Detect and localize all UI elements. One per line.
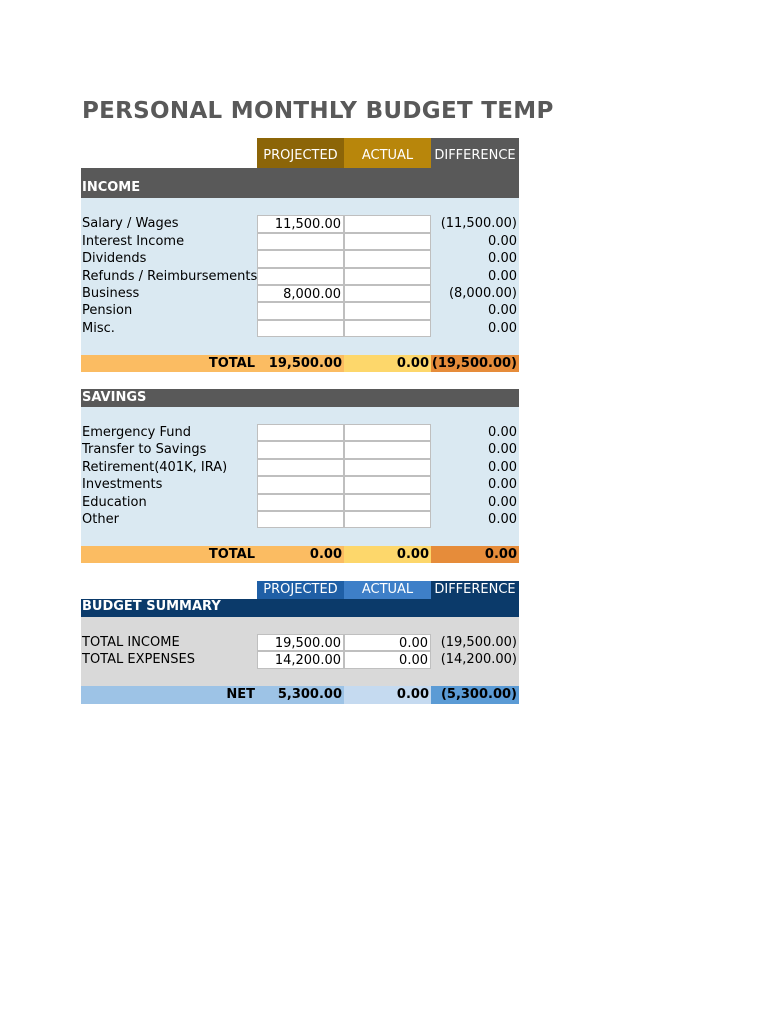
table-row	[81, 320, 519, 337]
table-row	[81, 215, 519, 232]
projected-cell[interactable]	[257, 441, 344, 458]
difference-column-header: DIFFERENCE	[431, 138, 519, 168]
difference-cell: (14,200.00)	[440, 652, 517, 668]
row-label: Refunds / Reimbursements	[82, 268, 258, 284]
table-row	[81, 494, 519, 511]
projected-cell[interactable]: 11,500.00	[257, 215, 344, 232]
row-label: Interest Income	[82, 233, 185, 249]
budget-sheet	[81, 138, 519, 704]
row-label: Salary / Wages	[82, 216, 179, 232]
actual-cell[interactable]	[344, 268, 431, 285]
row-label: TOTAL EXPENSES	[82, 652, 195, 668]
savings-heading: SAVINGS	[82, 390, 147, 406]
projected-cell[interactable]	[257, 424, 344, 441]
table-row	[81, 285, 519, 302]
summary-actual-column-header: ACTUAL	[344, 581, 431, 599]
difference-cell: (8,000.00)	[448, 285, 517, 301]
actual-cell[interactable]	[344, 424, 431, 441]
page-title: PERSONAL MONTHLY BUDGET TEMP	[82, 98, 554, 124]
net-label: NET	[81, 686, 257, 703]
projected-cell[interactable]: 8,000.00	[257, 285, 344, 302]
projected-cell[interactable]: 19,500.00	[257, 634, 344, 651]
actual-cell[interactable]	[344, 233, 431, 250]
column-header-row	[81, 138, 519, 168]
row-label: Emergency Fund	[82, 425, 191, 441]
net-projected: 5,300.00	[257, 686, 344, 703]
income-total-row	[81, 355, 519, 372]
table-row	[81, 233, 519, 250]
table-row	[81, 250, 519, 267]
actual-cell[interactable]	[344, 250, 431, 267]
difference-cell: 0.00	[488, 425, 517, 441]
projected-cell[interactable]: 14,200.00	[257, 651, 344, 668]
summary-heading: BUDGET SUMMARY	[82, 598, 221, 614]
table-row	[81, 651, 519, 668]
projected-cell[interactable]	[257, 459, 344, 476]
income-heading: INCOME	[82, 180, 141, 195]
difference-cell: 0.00	[488, 303, 517, 319]
table-row	[81, 459, 519, 476]
table-row	[81, 424, 519, 441]
net-difference: (5,300.00)	[431, 686, 519, 703]
difference-cell: (19,500.00)	[440, 634, 517, 650]
net-actual: 0.00	[344, 686, 431, 703]
difference-cell: 0.00	[488, 442, 517, 458]
difference-cell: 0.00	[488, 477, 517, 493]
table-row	[81, 476, 519, 493]
table-row	[81, 634, 519, 651]
projected-cell[interactable]	[257, 268, 344, 285]
income-section	[81, 198, 519, 355]
summary-section-header	[81, 599, 519, 617]
projected-column-header: PROJECTED	[257, 138, 344, 168]
savings-section	[81, 407, 519, 546]
projected-cell[interactable]	[257, 511, 344, 528]
row-label: Other	[82, 512, 119, 528]
table-row	[81, 441, 519, 458]
difference-cell: 0.00	[488, 268, 517, 284]
actual-cell[interactable]	[344, 215, 431, 232]
projected-cell[interactable]	[257, 233, 344, 250]
difference-cell: 0.00	[488, 320, 517, 336]
actual-cell[interactable]	[344, 459, 431, 476]
row-label: Retirement(401K, IRA)	[82, 459, 228, 475]
actual-cell[interactable]	[344, 441, 431, 458]
row-label: Investments	[82, 477, 163, 493]
difference-cell: (11,500.00)	[440, 216, 517, 232]
income-section-header	[81, 168, 519, 198]
actual-column-header: ACTUAL	[344, 138, 431, 168]
table-row	[81, 268, 519, 285]
summary-column-header-row	[81, 581, 519, 599]
savings-total-label: TOTAL	[81, 546, 257, 563]
savings-total-projected: 0.00	[257, 546, 344, 563]
net-row	[81, 686, 519, 703]
actual-cell[interactable]	[344, 511, 431, 528]
row-label: Education	[82, 494, 147, 510]
actual-cell[interactable]	[344, 476, 431, 493]
actual-cell[interactable]	[344, 302, 431, 319]
projected-cell[interactable]	[257, 476, 344, 493]
summary-difference-column-header: DIFFERENCE	[431, 581, 519, 599]
actual-cell[interactable]	[344, 494, 431, 511]
difference-cell: 0.00	[488, 494, 517, 510]
income-total-difference: (19,500.00)	[431, 355, 517, 371]
actual-cell[interactable]	[344, 285, 431, 302]
table-row	[81, 511, 519, 528]
income-total-actual: 0.00	[344, 355, 431, 372]
projected-cell[interactable]	[257, 302, 344, 319]
row-label: Business	[82, 285, 140, 301]
difference-cell: 0.00	[488, 251, 517, 267]
projected-cell[interactable]	[257, 494, 344, 511]
difference-cell: 0.00	[488, 459, 517, 475]
row-label: TOTAL INCOME	[82, 634, 180, 650]
actual-cell[interactable]: 0.00	[344, 634, 431, 651]
row-label: Transfer to Savings	[82, 442, 207, 458]
savings-total-actual: 0.00	[344, 546, 431, 563]
savings-total-difference: 0.00	[431, 546, 519, 563]
row-label: Misc.	[82, 320, 115, 336]
savings-total-row	[81, 546, 519, 563]
actual-cell[interactable]: 0.00	[344, 651, 431, 668]
row-label: Pension	[82, 303, 133, 319]
income-total-projected: 19,500.00	[257, 355, 344, 372]
income-total-label: TOTAL	[81, 355, 257, 372]
projected-cell[interactable]	[257, 320, 344, 337]
row-label: Dividends	[82, 251, 147, 267]
summary-section	[81, 617, 519, 687]
savings-section-header	[81, 389, 519, 406]
difference-cell: 0.00	[488, 512, 517, 528]
actual-cell[interactable]	[344, 320, 431, 337]
projected-cell[interactable]	[257, 250, 344, 267]
summary-projected-column-header: PROJECTED	[257, 581, 344, 599]
difference-cell: 0.00	[488, 233, 517, 249]
table-row	[81, 302, 519, 319]
